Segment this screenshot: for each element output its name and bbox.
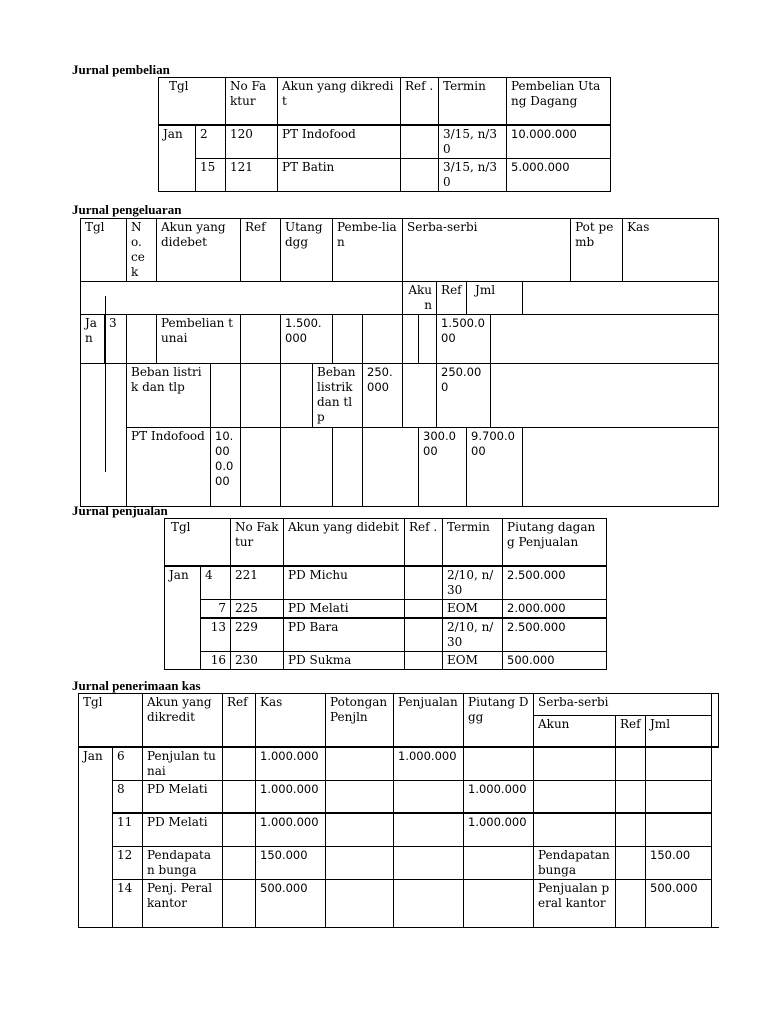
cell-amount: 2.000.000	[503, 599, 607, 618]
cell-month	[79, 780, 113, 813]
cell-day: 2	[196, 125, 226, 159]
cell-piutang	[464, 879, 534, 927]
cell-amount: 2.500.000	[503, 618, 607, 652]
cell-month	[79, 813, 113, 846]
table-row	[165, 599, 607, 618]
cell-serba-akun	[534, 780, 616, 813]
table-row	[79, 846, 719, 879]
cell-amount: 500.000	[503, 651, 607, 669]
cell-serba-akun: Beban listrik dan tlp	[313, 364, 363, 428]
cell-penjualan	[394, 846, 464, 879]
col-header-kas: Kas	[623, 219, 719, 282]
cell-kas: 500.000	[256, 879, 326, 927]
col-header-termin: Termin	[439, 78, 507, 125]
cell-month: Jan	[165, 566, 201, 600]
col-header-piutang: Piutang Dgg	[464, 694, 534, 747]
cell-day: 16	[201, 651, 231, 669]
col-header-sub-akun: Akun	[403, 282, 437, 315]
col-header-potongan: Potongan Penjln	[326, 694, 394, 747]
col-header-ref: Ref	[223, 694, 256, 747]
col-header-sub-akun: Akun	[534, 716, 616, 747]
table-header-row	[81, 219, 719, 282]
table-row	[165, 566, 607, 600]
cell-penjualan: 1.000.000	[394, 747, 464, 781]
table-row	[79, 747, 719, 781]
table-header-row	[159, 78, 611, 125]
col-header-kas: Kas	[256, 694, 326, 747]
cell-serba-jml	[646, 747, 712, 781]
col-header-pembelian: Pembelian Utang Dagang	[507, 78, 611, 125]
cell-month	[165, 599, 201, 618]
cell-termin: EOM	[443, 651, 503, 669]
cell-penjualan	[394, 813, 464, 846]
cell-faktur: 221	[231, 566, 284, 600]
cell-month: Jan	[81, 315, 105, 364]
cell-termin: 3/15, n/30	[439, 125, 507, 159]
table-jurnal-penjualan	[164, 518, 607, 670]
cell-month	[159, 158, 196, 191]
col-header-piutang: Piutang dagang Penjualan	[503, 519, 607, 566]
cell-akun: PD Bara	[284, 618, 405, 652]
table-row	[159, 125, 611, 159]
col-header-tgl: Tgl	[165, 519, 231, 566]
cell-pot: 300.000	[419, 428, 467, 507]
col-header-serba-serbi: Serba-serbi	[403, 219, 571, 282]
cell-month	[165, 651, 201, 669]
table-header-row	[79, 694, 719, 716]
cell-serba-jml	[646, 780, 712, 813]
cell-amount: 10.000.000	[507, 125, 611, 159]
cell-piutang: 1.000.000	[464, 813, 534, 846]
cell-serba-akun	[534, 747, 616, 781]
cell-month: Jan	[79, 747, 113, 781]
col-header-ref: Ref	[241, 219, 281, 282]
cell-day: 3	[105, 315, 127, 364]
cell-akun: PT Indofood	[278, 125, 401, 159]
table-jurnal-penerimaan-kas	[78, 693, 719, 928]
col-header-tgl: Tgl	[79, 694, 143, 747]
cell-serba-akun: Pendapatan bunga	[534, 846, 616, 879]
col-header-akun: Akun yang dikredit	[278, 78, 401, 125]
cell-akun: Pembelian tunai	[157, 315, 241, 364]
table-header-row	[165, 519, 607, 566]
cell-kas: 1.500.000	[437, 315, 491, 364]
cell-kas: 250.000	[437, 364, 491, 428]
table-row	[81, 428, 719, 507]
cell-termin: 2/10, n/30	[443, 566, 503, 600]
cell-penjualan	[394, 879, 464, 927]
divider	[105, 296, 106, 472]
cell-akun: PD Melati	[143, 813, 223, 846]
col-header-penjualan: Penjualan	[394, 694, 464, 747]
col-header-tgl: Tgl	[159, 78, 226, 125]
col-header-akun: Akun yang dikredit	[143, 694, 223, 747]
table-row	[79, 780, 719, 813]
cell-akun: Pendapatan bunga	[143, 846, 223, 879]
col-header-no-faktur: No Faktur	[226, 78, 278, 125]
cell-akun: PD Melati	[284, 599, 405, 618]
col-header-no-cek: No. cek	[127, 219, 157, 282]
col-header-utang: Utang dgg	[281, 219, 333, 282]
col-header-termin: Termin	[443, 519, 503, 566]
col-header-sub-ref: Ref	[616, 716, 646, 747]
table-row	[79, 879, 719, 927]
cell-kas: 1.000.000	[256, 813, 326, 846]
cell-day: 7	[201, 599, 231, 618]
cell-kas: 1.000.000	[256, 780, 326, 813]
cell-piutang	[464, 747, 534, 781]
cell-day: 8	[113, 780, 143, 813]
table-row	[165, 651, 607, 669]
col-header-pembelian: Pembe-lian	[333, 219, 403, 282]
cell-month	[165, 618, 201, 652]
table-jurnal-pengeluaran	[80, 218, 719, 507]
cell-serba-akun	[534, 813, 616, 846]
cell-faktur: 121	[226, 158, 278, 191]
cell-day: 15	[196, 158, 226, 191]
table-row	[159, 158, 611, 191]
cell-day: 13	[201, 618, 231, 652]
cell-month: Jan	[159, 125, 196, 159]
cell-termin: 3/15, n/30	[439, 158, 507, 191]
col-header-no-faktur: No Faktur	[231, 519, 284, 566]
cell-piutang	[464, 846, 534, 879]
cell-piutang: 1.000.000	[464, 780, 534, 813]
cell-ref	[401, 125, 439, 159]
col-header-akun: Akun yang didebet	[157, 219, 241, 282]
cell-akun: Penjulan tunai	[143, 747, 223, 781]
table-row	[165, 618, 607, 652]
cell-faktur: 225	[231, 599, 284, 618]
cell-serba-jml: 150.00	[646, 846, 712, 879]
table-subheader-row	[81, 282, 719, 315]
cell-akun: Penj. Peral kantor	[143, 879, 223, 927]
col-header-tgl: Tgl	[81, 219, 127, 282]
cell-kas: 1.000.000	[256, 747, 326, 781]
cell-amount: 2.500.000	[503, 566, 607, 600]
col-header-serba-serbi: Serba-serbi	[534, 694, 712, 716]
cell-akun: PD Sukma	[284, 651, 405, 669]
cell-penjualan	[394, 780, 464, 813]
cell-day: 4	[201, 566, 231, 600]
table-jurnal-pembelian	[158, 77, 611, 192]
cell-akun: PD Melati	[143, 780, 223, 813]
cell-month	[79, 879, 113, 927]
heading-jurnal-pembelian: Jurnal pembelian	[72, 62, 170, 77]
cell-faktur: 120	[226, 125, 278, 159]
col-header-sub-ref: Ref	[437, 282, 467, 315]
cell-faktur: 230	[231, 651, 284, 669]
table-row	[79, 813, 719, 846]
cell-akun: PD Michu	[284, 566, 405, 600]
cell-utang: 10.000.000	[211, 428, 241, 507]
cell-amount: 5.000.000	[507, 158, 611, 191]
cell-day: 6	[113, 747, 143, 781]
table-row	[81, 364, 719, 428]
cell-akun: PT Indofood	[127, 428, 211, 507]
cell-day: 12	[113, 846, 143, 879]
cell-faktur: 229	[231, 618, 284, 652]
cell-termin: EOM	[443, 599, 503, 618]
col-header-ref: Ref .	[405, 519, 443, 566]
cell-kas: 9.700.000	[467, 428, 523, 507]
cell-serba-jml	[646, 813, 712, 846]
cell-pembelian: 1.500.000	[281, 315, 333, 364]
col-header-sub-jml: Jml	[467, 282, 523, 315]
cell-day: 11	[113, 813, 143, 846]
cell-termin: 2/10, n/30	[443, 618, 503, 652]
cell-serba-jml: 500.000	[646, 879, 712, 927]
cell-akun: Beban listrik dan tlp	[127, 364, 211, 428]
cell-akun: PT Batin	[278, 158, 401, 191]
col-header-ref: Ref .	[401, 78, 439, 125]
heading-jurnal-pengeluaran: Jurnal pengeluaran	[72, 202, 182, 217]
cell-month	[79, 846, 113, 879]
cell-serba-akun: Penjualan peral kantor	[534, 879, 616, 927]
col-header-akun: Akun yang didebit	[284, 519, 405, 566]
cell-kas: 150.000	[256, 846, 326, 879]
heading-jurnal-penerimaan-kas: Jurnal penerimaan kas	[72, 678, 201, 693]
cell-day: 14	[113, 879, 143, 927]
cell-serba-jml: 250.000	[363, 364, 403, 428]
table-row	[81, 315, 719, 364]
col-header-pot: Pot pemb	[571, 219, 623, 282]
cell-ref	[401, 158, 439, 191]
heading-jurnal-penjualan: Jurnal penjualan	[72, 503, 168, 518]
col-header-sub-jml: Jml	[646, 716, 712, 747]
